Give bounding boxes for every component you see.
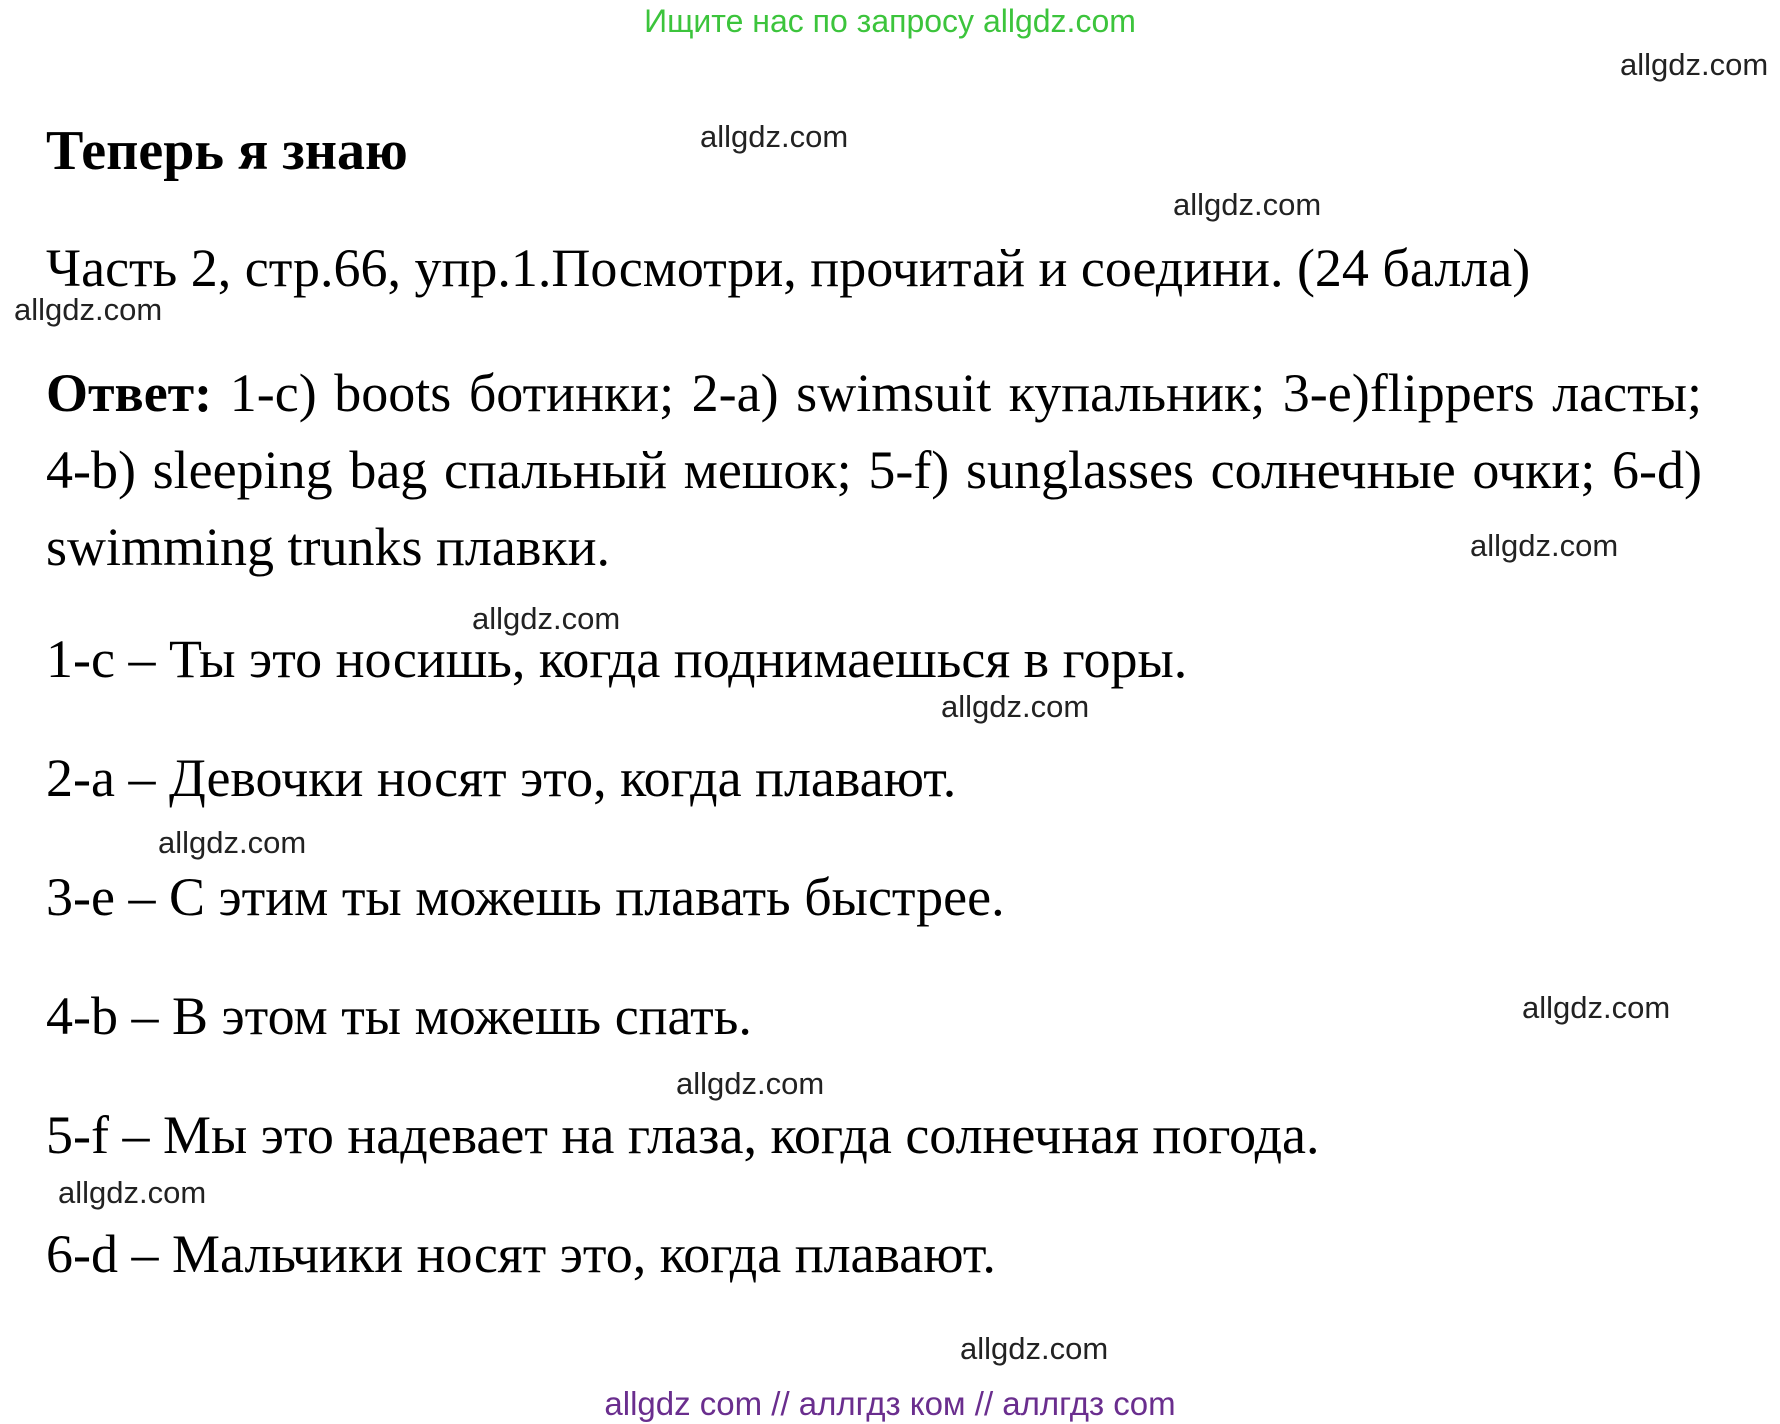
answer-item: 4-b – В этом ты можешь спать. [46, 986, 752, 1046]
watermark: allgdz.com [14, 292, 163, 327]
watermark: allgdz.com [960, 1331, 1109, 1366]
page-title: Теперь я знаю [46, 120, 408, 182]
watermark: allgdz.com [472, 601, 621, 636]
watermark: allgdz.com [58, 1175, 207, 1210]
answer-item: 3-e – С этим ты можешь плавать быстрее. [46, 867, 1005, 927]
answer-label: Ответ: [46, 363, 213, 423]
watermark: allgdz.com [1522, 990, 1671, 1025]
watermark: allgdz.com [676, 1066, 825, 1101]
answer-item: 1-c – Ты это носишь, когда поднимаешься в горы. [46, 629, 1188, 689]
watermark: allgdz.com [1173, 187, 1322, 222]
answer-text: 1-c) boots ботинки; 2-a) swimsuit купальник; 3-e)flippers ласты; 4-b) sleeping bag спальный мешок; 5-f) sunglasses солнечные очки; 6-d) swimming trunks плавки. [46, 363, 1702, 577]
answer-item: 5-f – Мы это надевает на глаза, когда солнечная погода. [46, 1105, 1320, 1165]
task-statement: Часть 2, стр.66, упр.1.Посмотри, прочитай и соедини. (24 балла) [46, 238, 1531, 298]
watermark: allgdz.com [700, 119, 849, 154]
top-banner: Ищите нас по запросу allgdz.com [644, 3, 1136, 39]
watermark: allgdz.com [1620, 47, 1769, 82]
answer-paragraph [46, 355, 1702, 586]
watermark: allgdz.com [941, 689, 1090, 724]
footer-links: allgdz com // аллгдз ком // аллгдз com [604, 1385, 1176, 1422]
answer-item: 6-d – Мальчики носят это, когда плавают. [46, 1224, 996, 1284]
answer-item: 2-a – Девочки носят это, когда плавают. [46, 748, 957, 808]
watermark: allgdz.com [1470, 528, 1619, 563]
watermark: allgdz.com [158, 825, 307, 860]
